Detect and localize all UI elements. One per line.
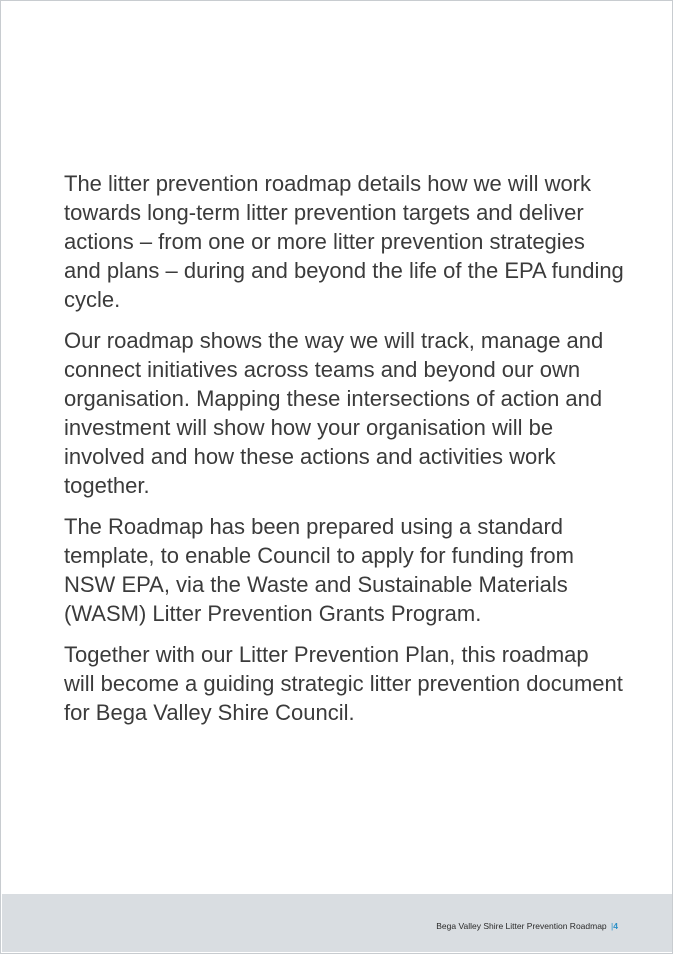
page-number: 4: [613, 921, 618, 931]
paragraph-roadmap-guiding: Together with our Litter Prevention Plan, this roadmap will become a guiding strategic litter prevention document for Bega Valley Shire Council.: [64, 642, 623, 725]
paragraph-roadmap-template: The Roadmap has been prepared using a standard template, to enable Council to apply for funding from NSW EPA, via the Waste and Sustainable Materials (WASM) Litter Prevention Grants Program.: [64, 514, 574, 626]
footer-title: Bega Valley Shire Litter Prevention Roadmap: [436, 921, 607, 931]
paragraph-roadmap-details: The litter prevention roadmap details how we will work towards long-term litter prevention targets and deliver actions – from one or more litter prevention strategies and plans – during and beyond the life of the EPA funding cycle.: [64, 171, 624, 312]
footer-separator: |: [611, 921, 614, 931]
body-text: [64, 169, 624, 739]
paragraph-roadmap-tracking: Our roadmap shows the way we will track, manage and connect initiatives across teams and beyond our own organisation. Mapping these intersections of action and investment will show how your organisation will be involved and how these actions and activities work together.: [64, 328, 604, 498]
footer: [436, 921, 618, 931]
